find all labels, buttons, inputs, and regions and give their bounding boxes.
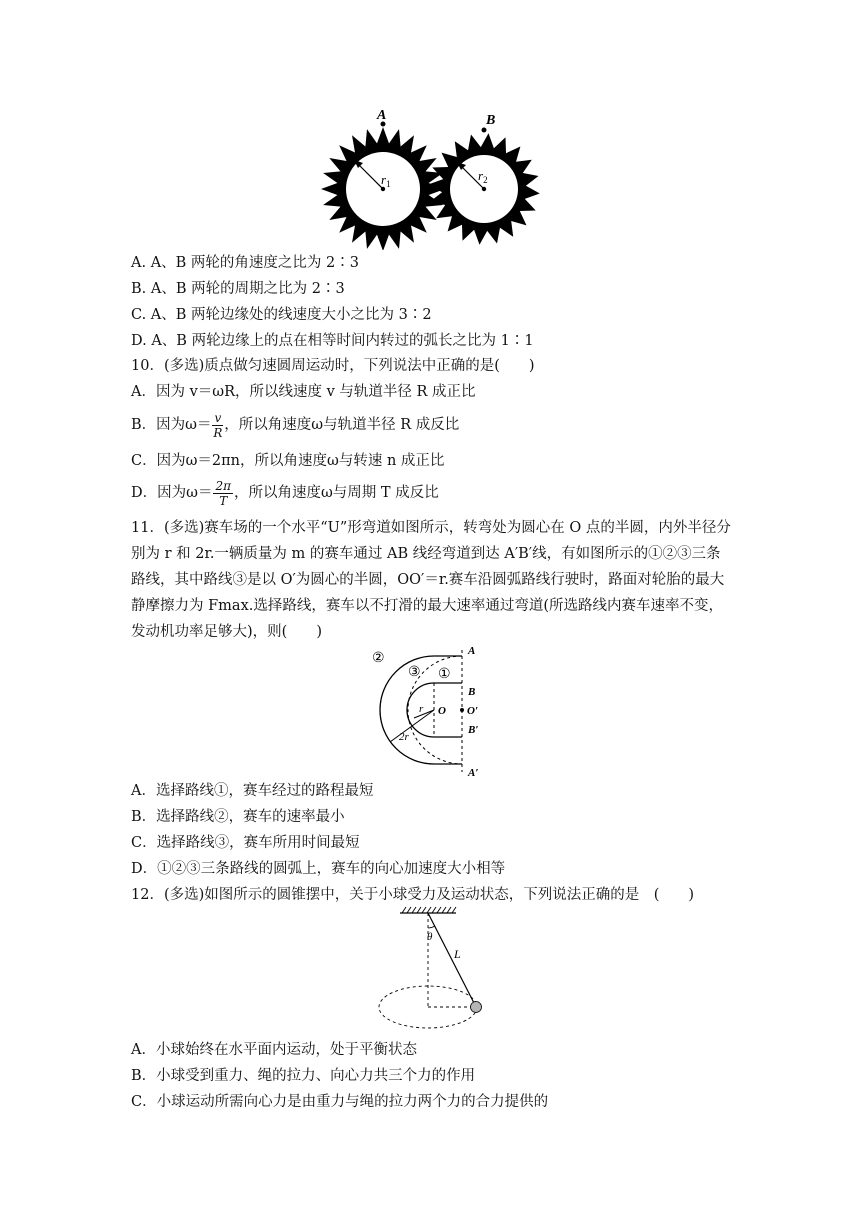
path-label-2: ② [372,651,385,666]
q11-stem: 11．(多选)赛车场的一个水平“U”形弯道如图所示，转弯处为圆心在 O 点的半圆，内外半径分别为 r 和 2r.一辆质量为 m 的赛车通过 AB 线经弯道到达 A′B′线，有如图所示的①②③三条路线，其中路线③是以 O′为圆心的半圆，OO′＝r.赛车沿圆弧路线行驶时，路面对轮胎的最大静摩擦力为 Fmax.选择路线，赛车以不打滑的最大速率通过弯道(所选路线内赛车速率不变，发动机功率足够大)，则( ) [131,520,731,640]
pendulum-ball [471,1002,482,1013]
q10-b-fraction: $\frac{v}{R}$ [213,410,223,440]
q10-option-a: A．因为 v＝ωR，所以线速度 v 与轨道半径 R 成正比 [131,384,476,400]
q11-option-c: C．选择路线③，赛车所用时间最短 [131,835,360,851]
point-label-a: A [468,645,476,657]
q11-option-b: B．选择路线②，赛车的速率最小 [131,809,345,825]
q9-option-a: A. A、B 两轮的角速度之比为 2∶3 [131,255,359,271]
q9-option-d: D. A、B 两轮边缘上的点在相等时间内转过的弧长之比为 1∶1 [131,333,534,349]
q12-option-a: A．小球始终在水平面内运动，处于平衡状态 [131,1042,417,1058]
point-label-b: B [468,686,476,698]
point-label-b-prime: B′ [468,724,479,736]
q11-option-d: D．①②③三条路线的圆弧上，赛车的向心加速度大小相等 [131,861,506,877]
gear-label-b: B [486,113,496,128]
q12-stem: 12．(多选)如图所示的圆锥摆中，关于小球受力及运动状态，下列说法正确的是 ( ) [131,887,695,903]
length-label-l: L [454,947,461,961]
q12-option-b: B．小球受到重力、绳的拉力、向心力共三个力的作用 [131,1068,476,1084]
u-track-figure [370,640,500,780]
point-label-a-prime: A′ [468,767,479,779]
q10-option-c: C．因为ω＝2πn，所以角速度ω与转速 n 成正比 [131,453,445,469]
q10-stem: 10．(多选)质点做匀速圆周运动时，下列说法中正确的是( ) [131,358,535,374]
point-label-o: O [438,705,446,717]
gears-figure [318,104,542,250]
radius-label-r2: $r_2$ [478,168,488,185]
q10-option-d: D．因为ω＝ $\frac{2\pi}{T}$ ，所以角速度ω与周期 T 成反比 [131,478,439,508]
point-label-o-prime: O′ [467,705,479,717]
path-label-1: ① [438,667,451,682]
q10-option-b: B．因为ω＝ $\frac{v}{R}$ ，所以角速度ω与轨道半径 R 成反比 [131,410,460,440]
q11-option-a: A．选择路线①，赛车经过的路程最短 [131,783,374,799]
radius-label-2r: 2r [399,731,409,743]
radius-label-r1: $r_1$ [381,172,391,189]
radius-label-r: r [419,703,424,715]
q12-option-c: C．小球运动所需向心力是由重力与绳的拉力两个力的合力提供的 [131,1094,549,1110]
q10-d-fraction: $\frac{2\pi}{T}$ [215,478,231,508]
conical-pendulum-figure [374,906,504,1032]
q9-option-b: B. A、B 两轮的周期之比为 2∶3 [131,281,345,297]
q9-option-c: C. A、B 两轮边缘处的线速度大小之比为 3∶2 [131,307,432,323]
path-label-3: ③ [408,665,421,680]
gear-label-a: A [377,108,387,123]
angle-label-theta: θ [427,931,433,943]
